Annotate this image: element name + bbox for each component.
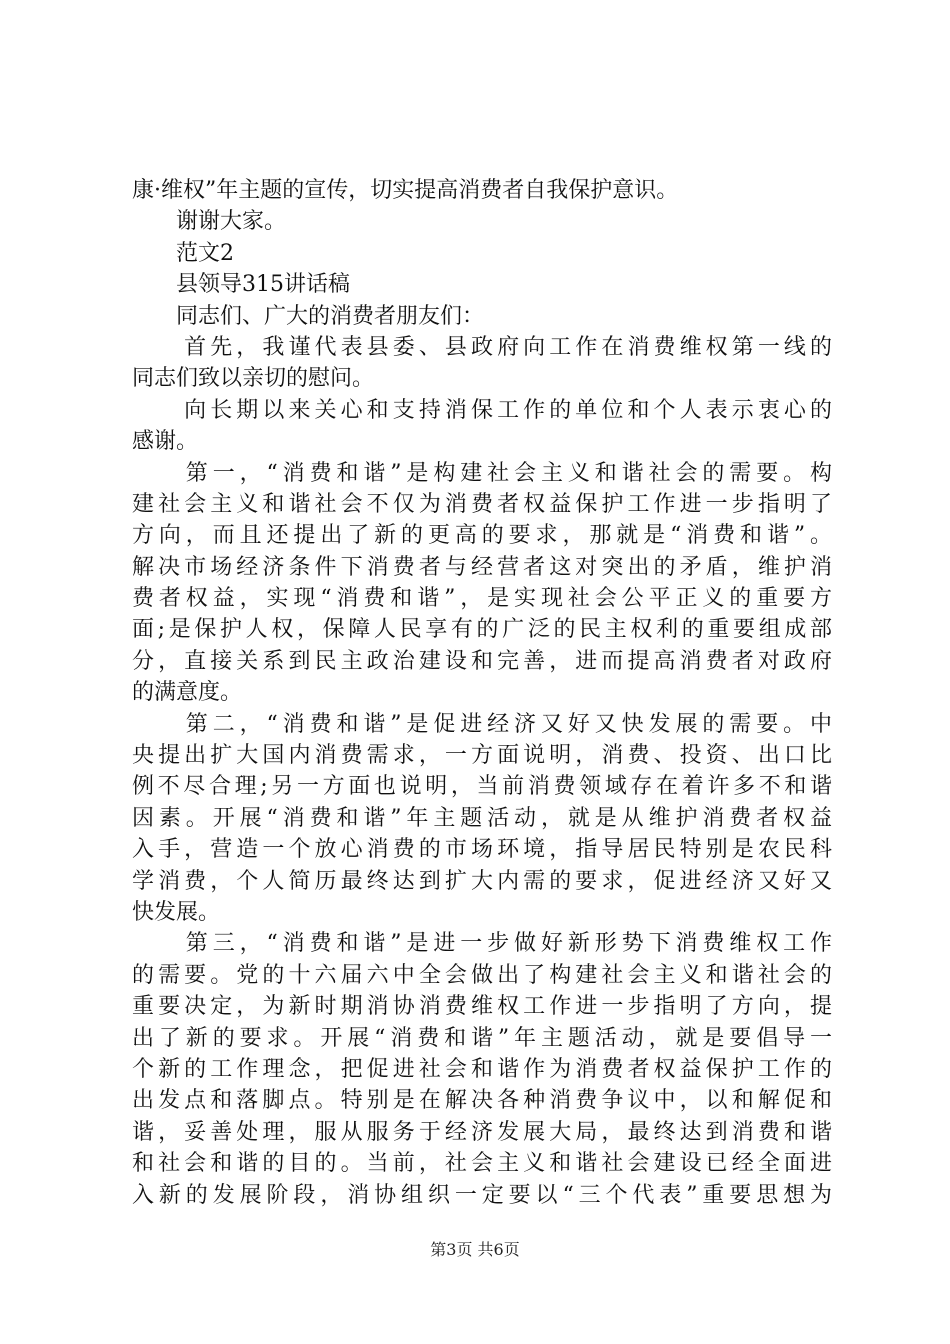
text-line: 第二，“消费和谐”是促进经济又好又快发展的需要。中 <box>132 711 832 737</box>
text-line: 和社会和谐的目的。当前，社会主义和谐社会建设已经全面进 <box>132 1151 832 1177</box>
text-line: 康·维权”年主题的宣传，切实提高消费者自我保护意识。 <box>132 178 679 203</box>
text-line: 学消费，个人简历最终达到扩大内需的要求，促进经济又好又 <box>132 868 832 894</box>
text-line: 同志们、广大的消费者朋友们： <box>132 303 485 329</box>
text-line: 快发展。 <box>132 899 221 925</box>
text-line: 谢谢大家。 <box>132 209 287 235</box>
text-line: 同志们致以亲切的慰问。 <box>132 366 375 392</box>
text-line: 谐，妥善处理，服从服务于经济发展大局，最终达到消费和谐 <box>132 1119 832 1145</box>
text-line: 出了新的要求。开展“消费和谐”年主题活动，就是要倡导一 <box>132 1025 832 1051</box>
text-line: 因素。开展“消费和谐”年主题活动，就是从维护消费者权益 <box>132 805 832 831</box>
body-text <box>132 175 832 1211</box>
text-line: 入手，营造一个放心消费的市场环境，指导居民特别是农民科 <box>132 837 832 863</box>
text-line: 入新的发展阶段，消协组织一定要以“三个代表”重要思想为 <box>132 1182 832 1208</box>
page-number-footer: 第3页 共6页 <box>430 1240 520 1259</box>
text-line: 例不尽合理;另一方面也说明，当前消费领域存在着许多不和谐 <box>132 774 832 800</box>
text-line: 个新的工作理念，把促进社会和谐作为消费者权益保护工作的 <box>132 1056 832 1082</box>
text-line: 面;是保护人权，保障人民享有的广泛的民主权利的重要组成部 <box>132 617 832 643</box>
text-line: 范文2 <box>132 240 234 266</box>
text-line: 央提出扩大国内消费需求，一方面说明，消费、投资、出口比 <box>132 743 832 769</box>
text-line: 出发点和落脚点。特别是在解决各种消费争议中，以和解促和 <box>132 1088 832 1114</box>
text-line: 首先，我谨代表县委、县政府向工作在消费维权第一线的 <box>132 334 832 360</box>
text-line: 建社会主义和谐社会不仅为消费者权益保护工作进一步指明了 <box>132 491 832 517</box>
text-line: 向长期以来关心和支持消保工作的单位和个人表示衷心的 <box>132 397 832 423</box>
text-line: 重要决定，为新时期消协消费维权工作进一步指明了方向，提 <box>132 994 832 1020</box>
text-line: 感谢。 <box>132 429 199 455</box>
text-line: 分，直接关系到民主政治建设和完善，进而提高消费者对政府 <box>132 648 832 674</box>
text-line: 的需要。党的十六届六中全会做出了构建社会主义和谐社会的 <box>132 962 832 988</box>
text-line: 县领导315讲话稿 <box>132 272 350 298</box>
text-line: 费者权益，实现“消费和谐”，是实现社会公平正义的重要方 <box>132 586 832 612</box>
text-line: 解决市场经济条件下消费者与经营者这对突出的矛盾，维护消 <box>132 554 832 580</box>
text-line: 第三，“消费和谐”是进一步做好新形势下消费维权工作 <box>132 931 832 957</box>
text-line: 的满意度。 <box>132 680 243 706</box>
text-line: 第一，“消费和谐”是构建社会主义和谐社会的需要。构 <box>132 460 832 486</box>
text-line: 方向，而且还提出了新的更高的要求，那就是“消费和谐”。 <box>132 523 832 549</box>
